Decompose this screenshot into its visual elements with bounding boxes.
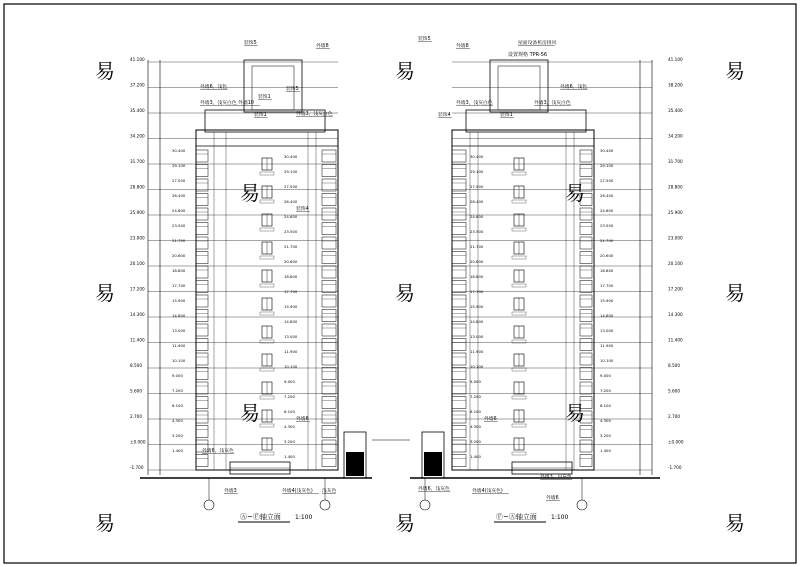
material-callout: 外墙3，浅灰白色 <box>296 112 333 117</box>
floor-mark: 15.900 <box>172 298 186 303</box>
floor-mark: 13.000 <box>600 328 614 333</box>
balcony-panel <box>322 455 336 467</box>
balcony-panel <box>196 368 208 380</box>
balcony-panel <box>452 411 466 423</box>
floor-mark: 7.200 <box>172 388 183 393</box>
floor-mark: 3.200 <box>284 439 295 444</box>
balcony-panel <box>452 295 466 307</box>
floor-mark: 24.600 <box>284 214 298 219</box>
floor-mark: 23.500 <box>284 229 298 234</box>
floor-mark: 29.100 <box>600 163 614 168</box>
watermark-glyph: 易 <box>395 59 415 83</box>
balcony-panel <box>580 281 592 293</box>
floor-mark: 23.500 <box>470 229 484 234</box>
watermark-glyph: 易 <box>95 511 115 535</box>
elevation-label: -1.700 <box>130 465 144 470</box>
elevation-label: 23.000 <box>130 235 145 241</box>
material-callout: 装饰1 <box>258 95 271 100</box>
floor-mark: 13.000 <box>172 328 186 333</box>
material-callout: 外墙3，浅灰白色 <box>534 101 571 106</box>
elevation-label: 28.800 <box>668 184 683 190</box>
floor-mark: 21.700 <box>284 244 298 249</box>
balcony-panel <box>580 455 592 467</box>
balcony-panel <box>196 223 208 235</box>
balcony-panel <box>322 150 336 162</box>
material-callout: 外墙3 <box>224 489 237 494</box>
material-callout: 装饰4 <box>296 207 309 212</box>
material-callout: 外墙8 <box>456 44 469 49</box>
material-callout: 外墙3，浅灰白色 <box>456 101 493 106</box>
right-elevation-title: Ⓕ~Ⓐ轴立面 <box>496 513 537 521</box>
floor-mark: 1.400 <box>172 448 183 453</box>
elevation-label: 34.200 <box>668 133 683 139</box>
floor-mark: 26.400 <box>284 199 298 204</box>
balcony-panel <box>580 426 592 438</box>
elevation-label: 8.500 <box>130 363 142 368</box>
floor-mark: 18.800 <box>600 268 614 273</box>
floor-mark: 29.100 <box>172 163 186 168</box>
material-callout: 外墙8 <box>316 44 329 49</box>
balcony-panel <box>196 266 208 278</box>
balcony-panel <box>196 179 208 191</box>
balcony-panel <box>452 440 466 452</box>
elevation-label: 25.900 <box>130 210 145 215</box>
floor-mark: 27.500 <box>172 178 186 183</box>
floor-mark: 30.400 <box>600 148 614 153</box>
watermark-layer <box>95 59 745 535</box>
floor-mark: 30.400 <box>470 154 484 159</box>
balcony-panel <box>452 310 466 322</box>
floor-mark: 7.200 <box>470 394 481 399</box>
balcony-panel <box>452 397 466 409</box>
right-equipment-note: 设置规格 TPR-56 <box>508 52 548 58</box>
watermark-glyph: 易 <box>395 281 415 305</box>
floor-mark: 10.100 <box>172 358 186 363</box>
balcony-panel <box>452 266 466 278</box>
floor-mark: 30.400 <box>284 154 298 159</box>
material-callout: 外墙6 <box>296 417 309 422</box>
balcony-panel <box>322 411 336 423</box>
floor-mark: 6.100 <box>284 409 295 414</box>
material-callout: 屋面设备机房排风 <box>518 41 557 46</box>
floor-mark: 15.900 <box>284 304 298 309</box>
material-callout: 外墙6 <box>484 417 497 422</box>
balcony-panel <box>580 368 592 380</box>
material-callout: 外墙3，白灰色 <box>540 475 572 480</box>
floor-mark: 27.500 <box>600 178 614 183</box>
floor-mark: 17.700 <box>172 283 186 288</box>
elevation-label: 35.400 <box>668 108 683 113</box>
floor-mark: 10.100 <box>470 364 484 369</box>
floor-mark: 1.400 <box>284 454 295 459</box>
floor-mark: 26.400 <box>600 193 614 198</box>
elevation-label: 20.100 <box>130 261 145 266</box>
balcony-panel <box>580 440 592 452</box>
balcony-panel <box>196 252 208 264</box>
elevation-label: 38.200 <box>668 82 683 88</box>
balcony-panel <box>580 310 592 322</box>
elevation-label: 20.100 <box>668 261 683 266</box>
balcony-panel <box>580 382 592 394</box>
material-callout: 装饰4 <box>438 113 451 118</box>
balcony-panel <box>452 339 466 351</box>
material-callout: 外墙4(浅灰色) <box>472 489 503 494</box>
balcony-panel <box>322 266 336 278</box>
balcony-panel <box>580 339 592 351</box>
material-callout: 装饰1 <box>254 113 267 118</box>
watermark-glyph: 易 <box>725 59 745 83</box>
floor-mark: 27.500 <box>470 184 484 189</box>
floor-mark: 11.900 <box>284 349 298 354</box>
left-elevation-title: Ⓐ~Ⓕ轴立面 <box>240 513 281 521</box>
balcony-panel <box>452 179 466 191</box>
elevation-label: 28.800 <box>130 184 145 190</box>
floor-mark: 29.100 <box>470 169 484 174</box>
floor-mark: 18.800 <box>172 268 186 273</box>
balcony-panel <box>322 194 336 206</box>
balcony-panel <box>452 223 466 235</box>
floor-mark: 1.400 <box>470 454 481 459</box>
balcony-panel <box>580 266 592 278</box>
floor-mark: 11.900 <box>600 343 614 348</box>
balcony-panel <box>322 397 336 409</box>
floor-mark: 7.200 <box>284 394 295 399</box>
watermark-glyph: 易 <box>95 59 115 83</box>
floor-mark: 14.800 <box>284 319 298 324</box>
elevation-label: 41.100 <box>668 57 683 62</box>
balcony-panel <box>196 339 208 351</box>
balcony-panel <box>452 165 466 177</box>
floor-mark: 23.500 <box>172 223 186 228</box>
floor-mark: 9.000 <box>284 379 295 384</box>
watermark-glyph: 易 <box>725 511 745 535</box>
balcony-panel <box>322 382 336 394</box>
balcony-panel <box>452 194 466 206</box>
balcony-panel <box>322 223 336 235</box>
floor-mark: 26.400 <box>470 199 484 204</box>
balcony-panel <box>580 324 592 336</box>
floor-mark: 20.600 <box>172 253 186 258</box>
floor-mark: 3.200 <box>470 439 481 444</box>
material-callout: 浅灰色 <box>322 489 337 494</box>
balcony-panel <box>322 324 336 336</box>
balcony-panel <box>196 150 208 162</box>
elevation-label: 2.700 <box>668 414 680 419</box>
material-callout: 外墙6，浅灰色 <box>418 487 450 492</box>
material-callout: 装饰5 <box>418 37 431 42</box>
elevation-label: -1.700 <box>668 465 682 470</box>
balcony-panel <box>322 179 336 191</box>
floor-mark: 14.800 <box>470 319 484 324</box>
balcony-panel <box>322 237 336 249</box>
elevation-label: 35.400 <box>130 108 145 113</box>
elevation-label: 23.000 <box>668 235 683 241</box>
watermark-glyph: 易 <box>395 511 415 535</box>
floor-mark: 21.700 <box>172 238 186 243</box>
balcony-panel <box>196 397 208 409</box>
balcony-panel <box>196 295 208 307</box>
balcony-panel <box>196 237 208 249</box>
material-callout: 外墙6，浅灰色 <box>202 449 234 454</box>
floor-mark: 1.400 <box>600 448 611 453</box>
balcony-panel <box>196 208 208 220</box>
balcony-panel <box>580 223 592 235</box>
watermark-glyph: 易 <box>240 181 260 205</box>
floor-mark: 14.800 <box>172 313 186 318</box>
elevation-label: ±0.000 <box>668 439 684 445</box>
elevation-label: 37.200 <box>130 82 145 88</box>
floor-mark: 13.000 <box>470 334 484 339</box>
floor-mark: 15.900 <box>600 298 614 303</box>
floor-mark: 9.000 <box>470 379 481 384</box>
balcony-panel <box>322 252 336 264</box>
floor-mark: 11.900 <box>470 349 484 354</box>
balcony-panel <box>452 382 466 394</box>
floor-mark: 17.700 <box>600 283 614 288</box>
floor-mark: 3.200 <box>172 433 183 438</box>
floor-mark: 6.100 <box>172 403 183 408</box>
elevation-label: 11.400 <box>130 337 145 343</box>
balcony-panel <box>196 194 208 206</box>
floor-mark: 20.600 <box>284 259 298 264</box>
elevation-label: 17.200 <box>130 286 145 292</box>
watermark-glyph: 易 <box>240 401 260 425</box>
balcony-panel <box>580 353 592 365</box>
elevation-label: 25.900 <box>668 210 683 215</box>
balcony-panel <box>580 208 592 220</box>
balcony-panel <box>580 295 592 307</box>
material-callout: 装饰1 <box>500 113 513 118</box>
balcony-panel <box>196 426 208 438</box>
floor-mark: 7.200 <box>600 388 611 393</box>
floor-mark: 24.600 <box>470 214 484 219</box>
balcony-panel <box>322 426 336 438</box>
floor-mark: 18.800 <box>470 274 484 279</box>
watermark-glyph: 易 <box>95 281 115 305</box>
floor-mark: 17.700 <box>284 289 298 294</box>
floor-mark: 29.100 <box>284 169 298 174</box>
floor-mark: 24.600 <box>172 208 186 213</box>
balcony-panel <box>452 237 466 249</box>
material-callout: 外墙3，浅灰白色 外墙10 <box>200 101 254 106</box>
elevation-label: 8.500 <box>668 363 680 368</box>
balcony-panel <box>452 281 466 293</box>
balcony-panel <box>322 339 336 351</box>
elevation-label: 2.700 <box>130 414 142 419</box>
floor-mark: 4.300 <box>470 424 481 429</box>
floor-mark: 4.300 <box>172 418 183 423</box>
floor-mark: 10.100 <box>600 358 614 363</box>
watermark-glyph: 易 <box>565 181 585 205</box>
balcony-panel <box>452 353 466 365</box>
balcony-panel <box>322 310 336 322</box>
floor-mark: 9.000 <box>172 373 183 378</box>
elevation-label: 41.100 <box>130 57 145 62</box>
right-elevation-scale: 1:100 <box>551 514 569 521</box>
watermark-glyph: 易 <box>565 401 585 425</box>
balcony-panel <box>580 237 592 249</box>
elevation-label: 14.300 <box>668 312 683 317</box>
floor-mark: 6.100 <box>600 403 611 408</box>
floor-mark: 21.700 <box>470 244 484 249</box>
balcony-panel <box>322 440 336 452</box>
balcony-panel <box>196 382 208 394</box>
balcony-panel <box>580 252 592 264</box>
material-callout: 外墙6，浅色 <box>200 85 228 90</box>
balcony-panel <box>322 368 336 380</box>
material-callout: 装饰5 <box>244 41 257 46</box>
balcony-panel <box>322 165 336 177</box>
balcony-panel <box>196 353 208 365</box>
right-elevation <box>410 35 684 522</box>
floor-mark: 21.700 <box>600 238 614 243</box>
floor-mark: 6.100 <box>470 409 481 414</box>
balcony-panel <box>452 426 466 438</box>
balcony-panel <box>452 252 466 264</box>
balcony-panel <box>322 295 336 307</box>
balcony-panel <box>452 368 466 380</box>
floor-mark: 4.300 <box>284 424 295 429</box>
balcony-panel <box>452 150 466 162</box>
right-floor-lines <box>452 62 652 470</box>
elevation-label: 5.600 <box>668 388 680 394</box>
elevation-label: 5.600 <box>130 388 142 394</box>
balcony-panel <box>322 353 336 365</box>
balcony-panel <box>322 281 336 293</box>
balcony-panel <box>196 165 208 177</box>
balcony-panel <box>580 165 592 177</box>
floor-mark: 27.500 <box>284 184 298 189</box>
elevation-label: 34.200 <box>130 133 145 139</box>
balcony-panel <box>322 208 336 220</box>
floor-mark: 9.000 <box>600 373 611 378</box>
left-elevation <box>130 39 372 522</box>
floor-mark: 14.800 <box>600 313 614 318</box>
floor-mark: 24.600 <box>600 208 614 213</box>
balcony-panel <box>452 324 466 336</box>
floor-mark: 23.500 <box>600 223 614 228</box>
floor-mark: 30.400 <box>172 148 186 153</box>
elevation-label: 11.400 <box>668 337 683 343</box>
balcony-panel <box>452 455 466 467</box>
balcony-panel <box>196 281 208 293</box>
right-roof-block <box>466 110 586 132</box>
material-callout: 外墙6，浅色 <box>560 85 588 90</box>
floor-mark: 26.400 <box>172 193 186 198</box>
elevation-label: 14.300 <box>130 312 145 317</box>
floor-mark: 20.600 <box>600 253 614 258</box>
elevation-label: 17.200 <box>668 286 683 292</box>
material-callout: 装饰5 <box>286 87 299 92</box>
floor-mark: 18.800 <box>284 274 298 279</box>
floor-mark: 3.200 <box>600 433 611 438</box>
balcony-panel <box>196 324 208 336</box>
floor-mark: 11.900 <box>172 343 186 348</box>
balcony-panel <box>196 310 208 322</box>
balcony-panel <box>452 208 466 220</box>
floor-mark: 13.000 <box>284 334 298 339</box>
elevation-label: 31.700 <box>668 159 683 164</box>
elevation-label: ±0.000 <box>130 439 146 445</box>
floor-mark: 15.900 <box>470 304 484 309</box>
floor-mark: 4.300 <box>600 418 611 423</box>
right-callouts <box>418 35 588 501</box>
balcony-panel <box>196 455 208 467</box>
floor-mark: 10.100 <box>284 364 298 369</box>
balcony-panel <box>580 150 592 162</box>
balcony-panel <box>196 411 208 423</box>
elevation-label: 31.700 <box>130 159 145 164</box>
material-callout: 外墙4(浅灰色) <box>282 489 313 494</box>
floor-mark: 17.700 <box>470 289 484 294</box>
left-elevation-scale: 1:100 <box>295 514 313 521</box>
material-callout: 外墙6 <box>546 496 559 501</box>
floor-mark: 20.600 <box>470 259 484 264</box>
watermark-glyph: 易 <box>725 281 745 305</box>
